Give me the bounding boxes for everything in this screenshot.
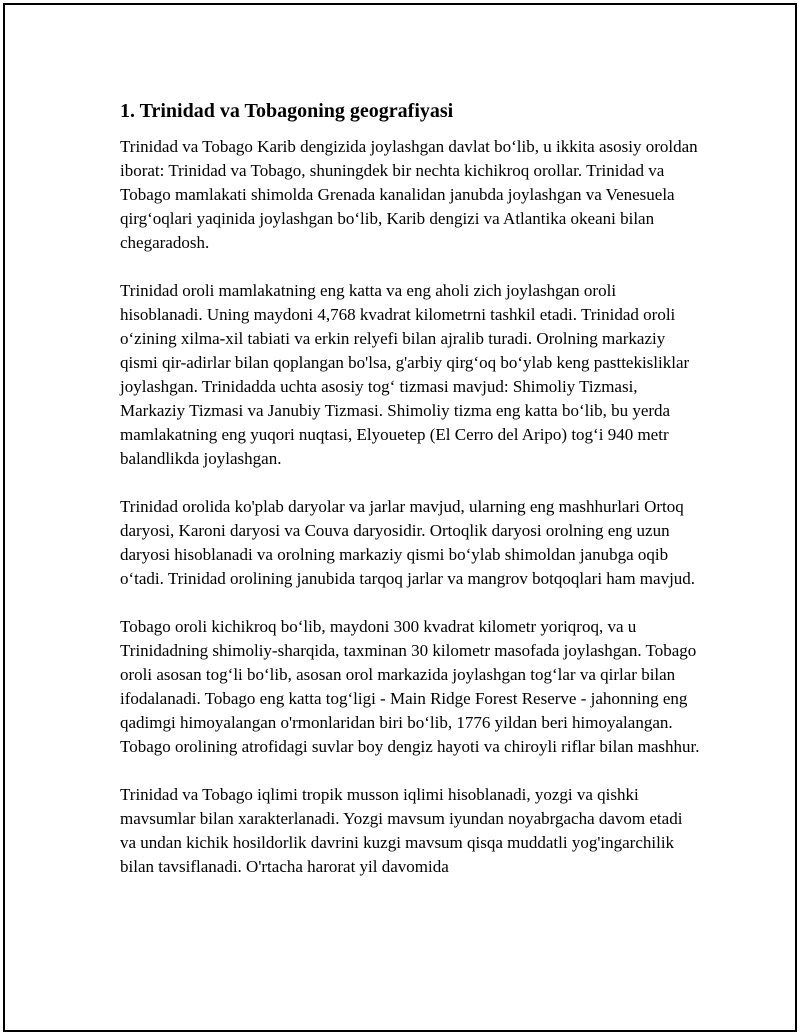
document-body — [120, 97, 700, 903]
paragraph-trinidad: Trinidad oroli mamlakatning eng katta va eng aholi zich joylashgan oroli hisoblanadi. Uning maydoni 4,768 kvadrat kilometrni tashkil etadi. Trinidad oroli o‘zining xilma-xil tabiati va erkin relyefi bilan ajralib turadi. Orolning markaziy qismi qir-adirlar bilan qoplangan bo'lsa, g'arbiy qirg‘oq bo‘ylab keng pasttekisliklar joylashgan. Trinidadda uchta asosiy tog‘ tizmasi mavjud: Shimoliy Tizmasi, Markaziy Tizmasi va Janubiy Tizmasi. Shimoliy tizma eng katta bo‘lib, bu yerda mamlakatning eng yuqori nuqtasi, Elyouetep (El Cerro del Aripo) tog‘i 940 metr balandlikda joylashgan. — [120, 281, 690, 468]
page-frame — [3, 3, 797, 1032]
paragraph-rivers: Trinidad orolida ko'plab daryolar va jarlar mavjud, ularning eng mashhurlari Ortoq daryosi, Karoni daryosi va Couva daryosidir. Ortoqlik daryosi orolning eng uzun daryosi hisoblanadi va orolning markaziy qismi bo‘ylab shimoldan janubga oqib o‘tadi. Trinidad orolining janubida tarqoq jarlar va mangrov botqoqlari ham mavjud. — [120, 497, 696, 588]
paragraph-intro: Trinidad va Tobago Karib dengizida joylashgan davlat bo‘lib, u ikkita asosiy oroldan iborat: Trinidad va Tobago, shuningdek bir nechta kichikroq orollar. Trinidad va Tobago mamlakati shimolda Grenada kanalidan janubda joylashgan va Venesuela qirg‘oqlari yaqinida joylashgan bo‘lib, Karib dengizi va Atlantika okeani bilan chegaradosh. — [120, 137, 698, 252]
section-heading: 1. Trinidad va Tobagoning geografiyasi — [120, 100, 454, 122]
paragraph-tobago: Tobago oroli kichikroq bo‘lib, maydoni 300 kvadrat kilometr yoriqroq, va u Trinidadning shimoliy-sharqida, taxminan 30 kilometr masofada joylashgan. Tobago oroli asosan tog‘li bo‘lib, asosan orol markazida joylashgan tog‘lar va qirlar bilan ifodalanadi. Tobago eng katta tog‘ligi - Main Ridge Forest Reserve - jahonning eng qadimgi himoyalangan o'rmonlaridan biri bo‘lib, 1776 yildan beri himoyalangan. Tobago orolining atrofidagi suvlar boy dengiz hayoti va chiroyli riflar bilan mashhur. — [120, 617, 700, 756]
paragraph-climate: Trinidad va Tobago iqlimi tropik musson iqlimi hisoblanadi, yozgi va qishki mavsumlar bilan xarakterlanadi. Yozgi mavsum iyundan noyabrgacha davom etadi va undan kichik hosildorlik davrini kuzgi mavsum qisqa muddatli yog'ingarchilik bilan tavsiflanadi. O'rtacha harorat yil davomida — [120, 785, 683, 876]
